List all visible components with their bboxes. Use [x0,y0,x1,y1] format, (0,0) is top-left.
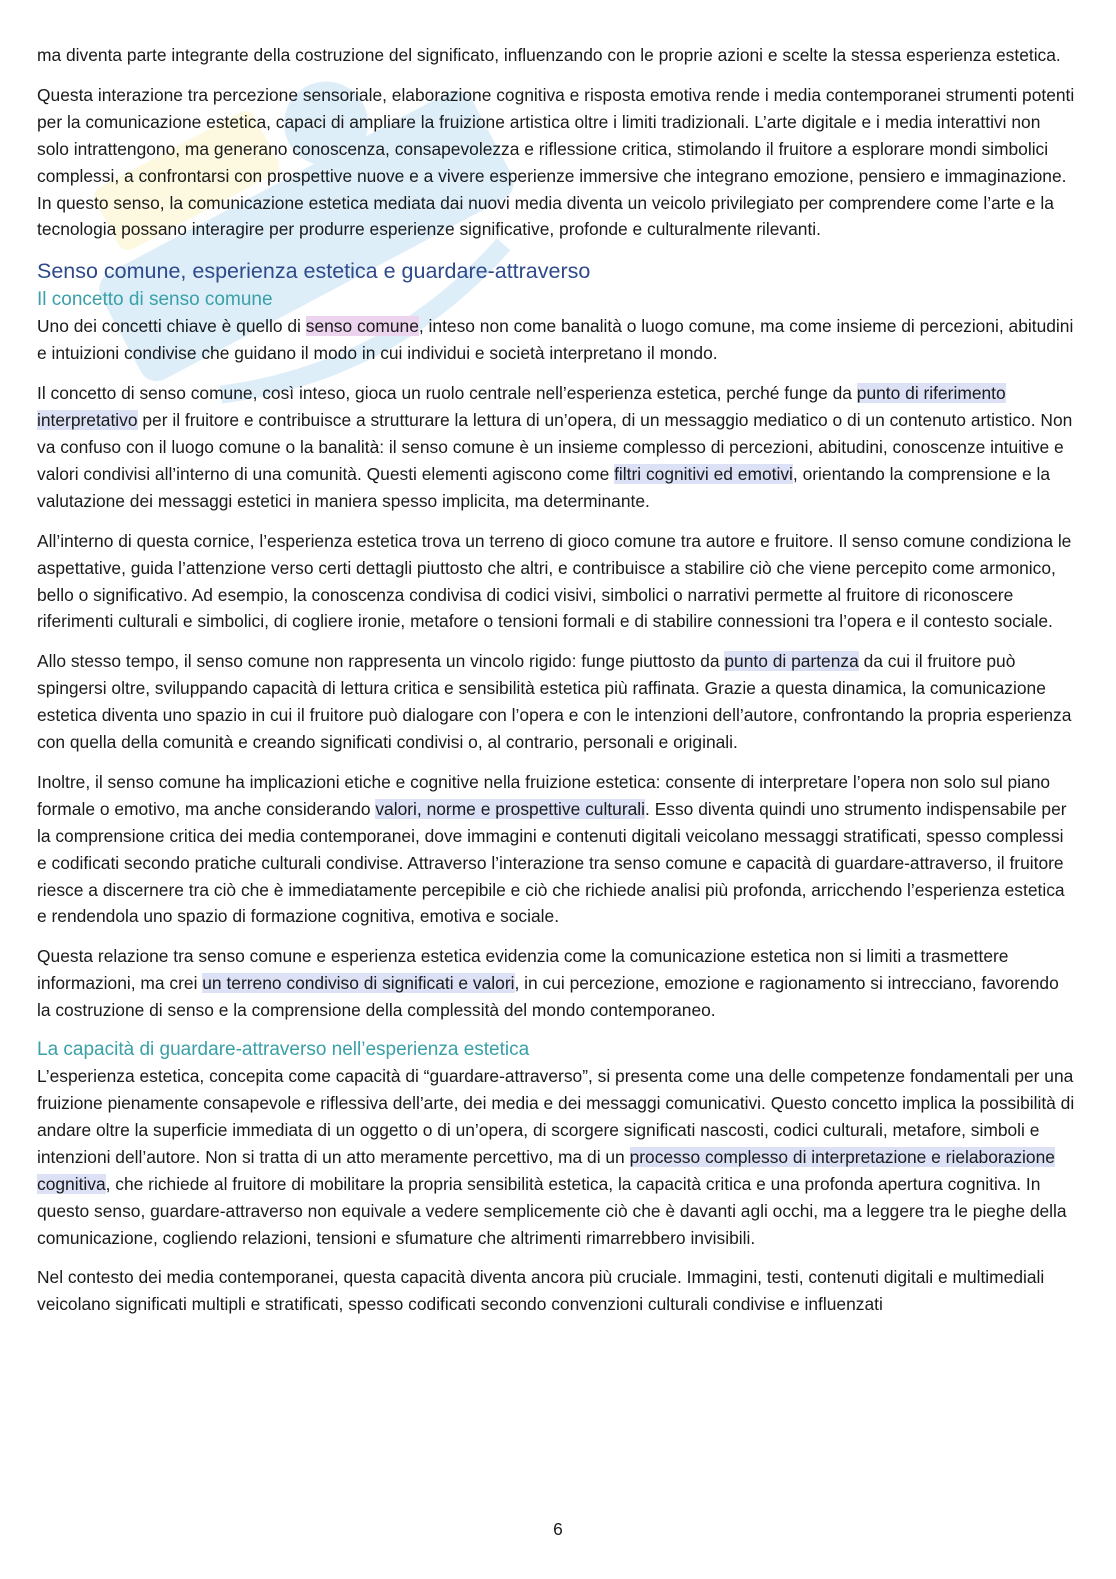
paragraph-guardare-1: L’esperienza estetica, concepita come capacità di “guardare-attraverso”, si presenta come una delle competenze fondamentali per una fruizione pienamente consapevole e riflessiva dell’arte, dei media e dei messaggi comunicativi. Questo concetto implica la possibilità di andare oltre la superficie immediata di un oggetto o di un’opera, di scorgere significati nascosti, codici culturali, metafore, simboli e intenzioni dell’autore. Non si tratta di un atto meramente percettivo, ma di un processo complesso di interpretazione e rielaborazione cognitiva, che richiede al fruitore di mobilitare la propria sensibilità estetica, la capacità critica e una profonda apertura cognitiva. In questo senso, guardare-attraverso non equivale a vedere semplicemente ciò che è davanti agli occhi, ma a leggere tra le pieghe della comunicazione, cogliendo relazioni, tensioni e sfumature che altrimenti rimarrebbero invisibili. [37,1066,1075,1248]
paragraph-guardare-2: Nel contesto dei media contemporanei, questa capacità diventa ancora più cruciale. Immagini, testi, contenuti digitali e multimediali veicolano significati multipli e stratificati, spesso codificati secondo convenzioni culturali condivise e influenzati [37,1267,1045,1315]
document-page [37,42,1077,1331]
paragraph-senso-comune-4: Allo stesso tempo, il senso comune non rappresenta un vincolo rigido: funge piuttosto da punto di partenza da cui il fruitore può spingersi oltre, sviluppando capacità di lettura critica e sensibilità estetica più raffinata. Grazie a questa dinamica, la comunicazione estetica diventa uno spazio in cui il fruitore può dialogare con l’opera e con le intenzioni dell’autore, confrontando la propria esperienza con quella della comunità e creando significati condivisi o, al contrario, personali e originali. [37,651,1072,753]
paragraph-senso-comune-1: Uno dei concetti chiave è quello di senso comune, inteso non come banalità o luogo comune, ma come insieme di percezioni, abitudini e intuizioni condivise che guidano il modo in cui individui e società interpretano il mondo. [37,316,1074,364]
page-number: 6 [553,1519,563,1539]
paragraph-senso-comune-6: Questa relazione tra senso comune e esperienza estetica evidenzia come la comunicazione estetica non si limiti a trasmettere informazioni, ma crei un terreno condiviso di significati e valori, in cui percezione, emozione e ragionamento si intrecciano, favorendo la costruzione di senso e la comprensione della complessità del mondo contemporaneo. [37,946,1059,1021]
highlight-valori-norme: valori, norme e prospettive culturali [375,798,646,819]
paragraph-senso-comune-3: All’interno di questa cornice, l’esperienza estetica trova un terreno di gioco comune tra autore e fruitore. Il senso comune condiziona le aspettative, guida l’attenzione verso certi dettagli piuttosto che altri, e contribuisce a stabilire ciò che viene percepito come armonico, bello o significativo. Ad esempio, la conoscenza condivisa di codici visivi, simbolici o narrativi permette al fruitore di riconoscere riferimenti culturali e simbolici, di cogliere ironie, metafore o tensioni formali e di stabilire connessioni tra l’opera e il contesto sociale. [37,530,1072,632]
paragraph-senso-comune-2: Il concetto di senso comune, così inteso, gioca un ruolo centrale nell’esperienza estetica, perché funge da punto di riferimento interpretativo per il fruitore e contribuisce a strutturare la lettura di un’opera, di un messaggio mediatico o di un contenuto artistico. Non va confuso con il luogo comune o la banalità: il senso comune è un insieme complesso di percezioni, abitudini, conoscenze intuitive e valori condivisi all’interno di una comunità. Questi elementi agiscono come filtri cognitivi ed emotivi, orientando la comprensione e la valutazione dei messaggi estetici in maniera spesso implicita, ma determinante. [37,383,1073,511]
paragraph-intro: ma diventa parte integrante della costruzione del significato, influenzando con le proprie azioni e scelte la stessa esperienza estetica. [37,45,1061,65]
paragraph-senso-comune-5: Inoltre, il senso comune ha implicazioni etiche e cognitive nella fruizione estetica: consente di interpretare l’opera non solo sul piano formale o emotivo, ma anche considerando valori, norme e prospettive culturali. Esso diventa quindi uno strumento indispensabile per la comprensione critica dei media contemporanei, dove immagini e contenuti digitali veicolano messaggi stratificati, spesso complessi e codificati secondo pratiche culturali condivise. Attraverso l’interazione tra senso comune e capacità di guardare-attraverso, il fruitore riesce a discernere tra ciò che è immediatamente percepibile e ciò che richiede analisi più profonda, arricchendo l’esperienza estetica e rendendola uno spazio di formazione cognitiva, emotiva e sociale. [37,771,1067,927]
highlight-filtri-cognitivi: filtri cognitivi ed emotivi [614,463,793,484]
highlight-comunicazione-estetica: comunicazione estetica [85,111,267,132]
highlight-punto-partenza: punto di partenza [724,651,859,672]
highlight-punto-riferimento: punto di riferimento interpretativo [37,383,1006,431]
highlight-processo-complesso: processo complesso di interpretazione e rielaborazione cognitiva [37,1146,1055,1194]
subheading-guardare-attraverso: La capacità di guardare-attraverso nell’esperienza estetica [37,1039,530,1061]
highlight-senso-comune: senso comune [305,316,419,337]
paragraph-media: Questa interazione tra percezione sensoriale, elaborazione cognitiva e risposta emotiva rende i media contemporanei strumenti potenti per la comunicazione estetica, capaci di ampliare la fruizione artistica oltre i limiti tradizionali. L’arte digitale e i media interattivi non solo intrattengono, ma generano conoscenza, consapevolezza e riflessione critica, stimolando il fruitore a esplorare mondi simbolici complessi, a confrontarsi con prospettive nuove e a vivere esperienze immersive che integrano emozione, pensiero e immaginazione. In questo senso, la comunicazione estetica mediata dai nuovi media diventa un veicolo privilegiato per comprendere come l’arte e la tecnologia possano interagire per produrre esperienze significative, profonde e culturalmente rilevanti. [37,84,1075,240]
subheading-senso-comune: Il concetto di senso comune [37,289,273,311]
section-heading: Senso comune, esperienza estetica e guardare-attraverso [37,259,591,284]
highlight-terreno-condiviso: un terreno condiviso di significati e valori [202,973,515,994]
